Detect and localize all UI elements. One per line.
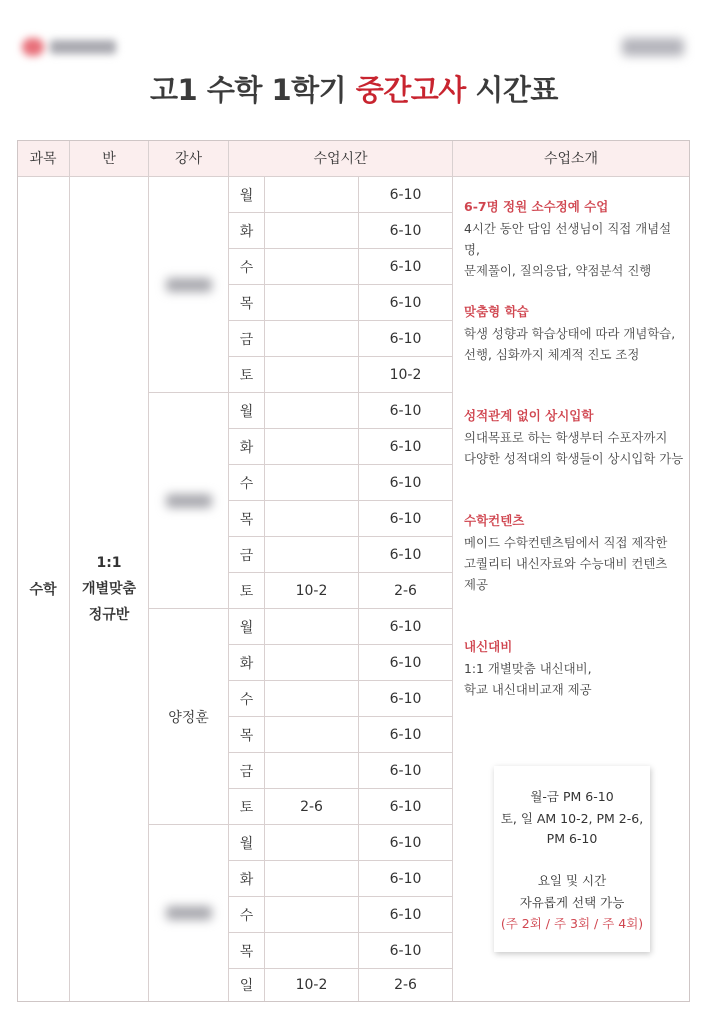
time-slot-cell: 6-10 xyxy=(359,861,453,897)
intro-heading: 6-7명 정원 소수정예 수업 xyxy=(464,199,609,214)
day-cell: 월 xyxy=(229,393,265,429)
day-cell: 금 xyxy=(229,753,265,789)
time-slot-cell: 6-10 xyxy=(359,429,453,465)
time-slot-cell xyxy=(265,717,359,753)
class-cell: 1:1 개별맞춤 정규반 xyxy=(70,177,149,1002)
intro-heading: 내신대비 xyxy=(464,639,513,654)
time-slot-cell xyxy=(265,285,359,321)
day-cell: 월 xyxy=(229,825,265,861)
time-slot-cell: 2-6 xyxy=(359,969,453,1002)
time-slot-cell xyxy=(265,897,359,933)
time-slot-cell: 6-10 xyxy=(359,213,453,249)
time-slot-cell: 6-10 xyxy=(359,501,453,537)
time-slot-cell xyxy=(265,537,359,573)
day-cell: 목 xyxy=(229,717,265,753)
time-slot-cell: 2-6 xyxy=(359,573,453,609)
day-cell: 금 xyxy=(229,321,265,357)
time-slot-cell: 6-10 xyxy=(359,753,453,789)
time-slot-cell: 6-10 xyxy=(359,897,453,933)
blurred-teacher-name xyxy=(166,278,212,292)
time-slot-cell xyxy=(265,681,359,717)
time-slot-cell xyxy=(265,753,359,789)
day-cell: 수 xyxy=(229,681,265,717)
header-class: 반 xyxy=(70,140,149,177)
header-subject: 과목 xyxy=(17,140,70,177)
time-slot-cell xyxy=(265,393,359,429)
blurred-logo xyxy=(22,36,117,58)
time-slot-cell xyxy=(265,357,359,393)
day-cell: 화 xyxy=(229,645,265,681)
time-slot-cell: 6-10 xyxy=(359,717,453,753)
day-cell: 토 xyxy=(229,357,265,393)
day-cell: 수 xyxy=(229,897,265,933)
blurred-teacher-name xyxy=(166,906,212,920)
time-slot-cell: 6-10 xyxy=(359,393,453,429)
time-slot-cell xyxy=(265,177,359,213)
page-title: 고1 수학 1학기 중간고사 시간표 xyxy=(150,73,558,107)
day-cell: 수 xyxy=(229,465,265,501)
subject-cell: 수학 xyxy=(17,177,70,1002)
day-cell: 화 xyxy=(229,861,265,897)
time-slot-cell xyxy=(265,501,359,537)
day-cell: 월 xyxy=(229,177,265,213)
teacher-cell xyxy=(149,393,229,609)
time-slot-cell xyxy=(265,321,359,357)
time-slot-cell xyxy=(265,933,359,969)
day-cell: 화 xyxy=(229,213,265,249)
time-slot-cell: 10-2 xyxy=(265,969,359,1002)
day-cell: 목 xyxy=(229,285,265,321)
time-slot-cell: 6-10 xyxy=(359,177,453,213)
intro-block: 성적관계 없이 상시입학 의대목표로 하는 학생부터 수포자까지 다양한 성적대의 학생들이 상시입학 가능 xyxy=(464,405,684,469)
intro-block: 6-7명 정원 소수정예 수업 4시간 동안 담임 선생님이 직접 개념설명, 문제풀이, 질의응답, 약점분석 진행 xyxy=(464,196,684,281)
time-slot-cell xyxy=(265,825,359,861)
time-slot-cell: 6-10 xyxy=(359,465,453,501)
time-slot-cell: 6-10 xyxy=(359,933,453,969)
intro-block: 내신대비 1:1 개별맞춤 내신대비, 학교 내신대비교재 제공 xyxy=(464,636,684,700)
day-cell: 월 xyxy=(229,609,265,645)
day-cell: 목 xyxy=(229,501,265,537)
day-cell: 화 xyxy=(229,429,265,465)
header-class-time: 수업시간 xyxy=(229,140,453,177)
intro-block: 수학컨텐츠 메이드 수학컨텐츠팀에서 직접 제작한 고퀄리티 내신자료와 수능대비 컨텐츠 제공 xyxy=(464,510,684,595)
time-slot-cell: 6-10 xyxy=(359,789,453,825)
time-slot-cell: 6-10 xyxy=(359,249,453,285)
time-slot-cell xyxy=(265,609,359,645)
day-cell: 수 xyxy=(229,249,265,285)
time-slot-cell: 6-10 xyxy=(359,645,453,681)
intro-heading: 성적관계 없이 상시입학 xyxy=(464,408,594,423)
header-class-intro: 수업소개 xyxy=(453,140,690,177)
day-cell: 금 xyxy=(229,537,265,573)
day-cell: 목 xyxy=(229,933,265,969)
time-slot-cell: 2-6 xyxy=(265,789,359,825)
blurred-teacher-name xyxy=(166,494,212,508)
blurred-header-text xyxy=(622,38,684,56)
time-slot-cell xyxy=(265,465,359,501)
time-slot-cell: 10-2 xyxy=(265,573,359,609)
intro-block: 맞춤형 학습 학생 성향과 학습상태에 따라 개념학습, 선행, 심화까지 체계적 진도 조정 xyxy=(464,301,684,365)
teacher-cell xyxy=(149,177,229,393)
time-slot-cell: 6-10 xyxy=(359,681,453,717)
time-slot-cell: 10-2 xyxy=(359,357,453,393)
time-slot-cell xyxy=(265,249,359,285)
time-slot-cell: 6-10 xyxy=(359,825,453,861)
teacher-cell xyxy=(149,825,229,1002)
day-cell: 일 xyxy=(229,969,265,1002)
intro-heading: 맞춤형 학습 xyxy=(464,304,529,319)
time-slot-cell xyxy=(265,645,359,681)
time-slot-cell: 6-10 xyxy=(359,285,453,321)
time-slot-cell xyxy=(265,861,359,897)
day-cell: 토 xyxy=(229,573,265,609)
header-teacher: 강사 xyxy=(149,140,229,177)
teacher-cell: 양정훈 xyxy=(149,609,229,825)
time-slot-cell xyxy=(265,429,359,465)
intro-heading: 수학컨텐츠 xyxy=(464,513,525,528)
time-slot-cell: 6-10 xyxy=(359,537,453,573)
time-slot-cell: 6-10 xyxy=(359,609,453,645)
schedule-note-card: 월-금 PM 6-10 토, 일 AM 10-2, PM 2-6, PM 6-10 요일 및 시간 자유롭게 선택 가능 (주 2회 / 주 3회 / 주 4회) xyxy=(494,766,650,952)
day-cell: 토 xyxy=(229,789,265,825)
time-slot-cell: 6-10 xyxy=(359,321,453,357)
time-slot-cell xyxy=(265,213,359,249)
